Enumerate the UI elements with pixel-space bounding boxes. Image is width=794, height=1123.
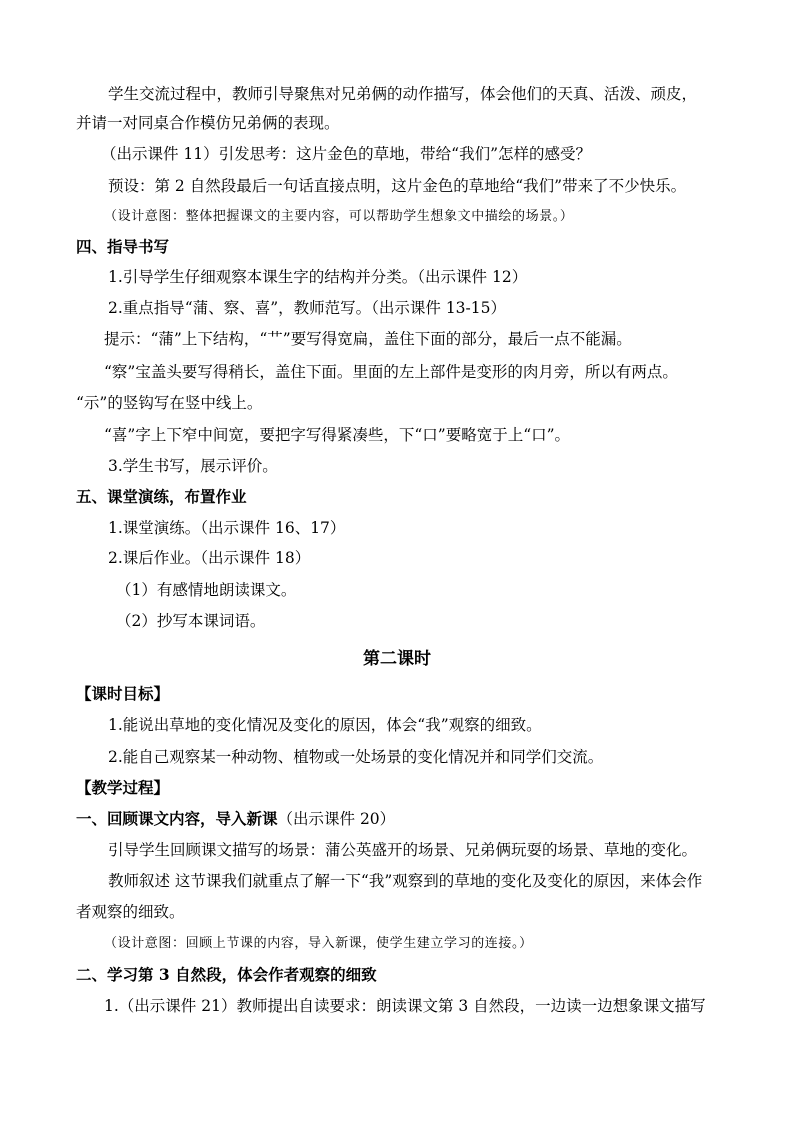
- section-heading-2: 二、学习第 3 自然段，体会作者观察的细致: [76, 965, 377, 984]
- section-heading-4: 四、指导书写: [76, 237, 170, 256]
- review-paragraph-line-3: 者观察的细致。: [76, 903, 185, 921]
- hint-line-4: “喜”字上下窄中间宽，要把字写得紧凑些，下“口”要略宽于上“口”。: [104, 426, 571, 444]
- design-intent-note-2: （设计意图：回顾上节课的内容，导入新课，使学生建立学习的连接。）: [104, 936, 533, 951]
- section-heading-1: 一、回顾课文内容，导入新课: [76, 809, 278, 828]
- review-paragraph-line-2: 教师叙述 这节课我们就重点了解一下“我”观察到的草地的变化及变化的原因，来体会作: [108, 872, 703, 890]
- paragraph-line-1: 学生交流过程中，教师引导聚焦对兄弟俩的动作描写，体会他们的天真、活泼、顽皮，: [108, 85, 698, 103]
- list-item-writing-2: 2.重点指导“蒲、察、喜”，教师范写。（出示课件 13-15）: [108, 299, 506, 317]
- paragraph-line-3: （出示课件 11）引发思考：这片金色的草地，带给“我们”怎样的感受？: [101, 145, 592, 163]
- lesson-goals-heading: 【课时目标】: [76, 684, 170, 703]
- section-heading-1-slide-ref: （出示课件 20）: [277, 810, 396, 828]
- design-intent-note-1: （设计意图：整体把握课文的主要内容，可以帮助学生想象文中描绘的场景。）: [104, 209, 574, 224]
- list-item-practice-1: 1.课堂演练。（出示课件 16、17）: [108, 519, 346, 537]
- list-item-practice-2: 2.课后作业。（出示课件 18）: [108, 549, 311, 567]
- hint-line-3: “示”的竖钩写在竖中线上。: [76, 394, 263, 412]
- lesson-title: 第二课时: [363, 649, 431, 669]
- section-heading-5: 五、课堂演练，布置作业: [76, 487, 247, 506]
- teaching-process-heading: 【教学过程】: [76, 778, 170, 797]
- paragraph-line-4: 预设：第 2 自然段最后一句话直接点明，这片金色的草地给“我们”带来了不少快乐。: [108, 177, 687, 195]
- goal-item-2: 2.能自己观察某一种动物、植物或一处场景的变化情况并和同学们交流。: [108, 748, 604, 766]
- section-heading-1-row: [76, 809, 721, 829]
- list-item-writing-1: 1.引导学生仔细观察本课生字的结构并分类。（出示课件 12）: [108, 268, 528, 286]
- paragraph-line-2: 并请一对同桌合作模仿兄弟俩的表现。: [76, 114, 340, 132]
- goal-item-1: 1.能说出草地的变化情况及变化的原因，体会“我”观察的细致。: [108, 716, 542, 734]
- homework-item-2: （2）抄写本课词语。: [116, 612, 266, 630]
- review-paragraph-line-1: 引导学生回顾课文描写的场景：蒲公英盛开的场景、兄弟俩玩耍的场景、草地的变化。: [108, 841, 698, 859]
- reading-task-line-1: 1.（出示课件 21）教师提出自读要求：朗读课文第 3 自然段，一边读一边想象课文描写: [104, 997, 706, 1015]
- hint-line-1: 提示：“蒲”上下结构，“艹”要写得宽扁，盖住下面的部分，最后一点不能漏。: [104, 330, 632, 348]
- list-item-writing-3: 3.学生书写，展示评价。: [108, 457, 278, 475]
- homework-item-1: （1）有感情地朗读课文。: [116, 581, 297, 599]
- hint-line-2: “察”宝盖头要写得稍长，盖住下面。里面的左上部件是变形的肉月旁，所以有两点。: [104, 363, 678, 381]
